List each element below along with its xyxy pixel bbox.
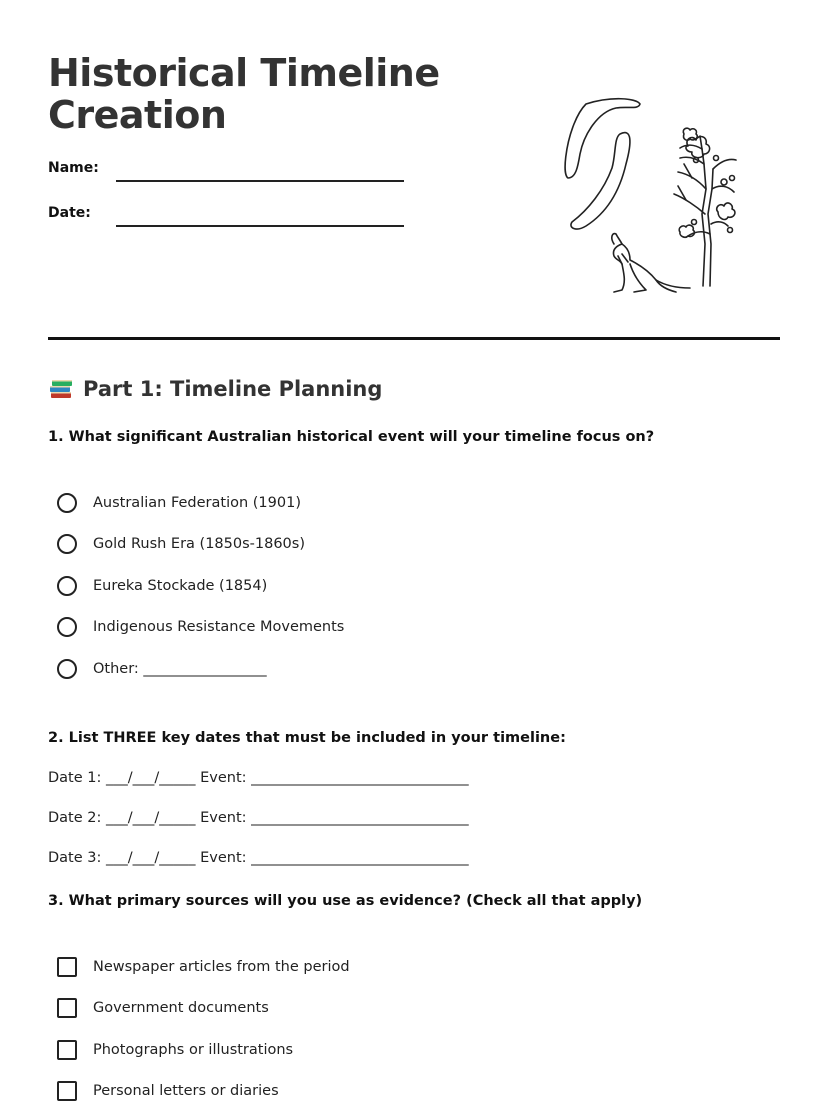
name-field[interactable] [116,180,404,182]
date-entry-1[interactable]: Date 1: ___/___/_____ Event: ______________________________ [48,770,469,786]
option-label: Eureka Stockade (1854) [93,578,268,594]
checkbox-option[interactable] [57,995,269,1021]
name-label: Name: [48,160,99,176]
checkbox-option[interactable] [57,954,350,980]
option-label: Newspaper articles from the period [93,959,350,975]
radio-button[interactable] [57,534,77,554]
question-2: 2. List THREE key dates that must be included in your timeline: [48,730,566,746]
option-label: Other: _________________ [93,661,267,677]
part1-heading [48,374,382,404]
kangaroo-icon [612,234,690,292]
radio-button[interactable] [57,576,77,596]
option-label: Personal letters or diaries [93,1083,279,1099]
date-label: Date: [48,205,91,221]
section-divider [48,337,780,340]
radio-option[interactable] [57,573,267,599]
date-row [48,205,408,235]
question-1: 1. What significant Australian historical event will your timeline focus on? [48,429,655,445]
australian-illustration [556,94,746,299]
radio-button[interactable] [57,659,77,679]
part1-heading-text: Part 1: Timeline Planning [83,377,383,401]
radio-option[interactable] [57,656,267,682]
option-label: Government documents [93,1000,269,1016]
option-label: Australian Federation (1901) [93,495,301,511]
option-label: Indigenous Resistance Movements [93,619,345,635]
name-row [48,160,408,190]
date-field[interactable] [116,225,404,227]
checkbox[interactable] [57,998,77,1018]
option-label: Gold Rush Era (1850s-1860s) [93,536,305,552]
page-title: Historical Timeline Creation [48,51,440,137]
checkbox-option[interactable] [57,1037,293,1063]
checkbox[interactable] [57,1081,77,1101]
checkbox-option[interactable] [57,1078,279,1104]
books-icon [48,376,74,402]
boomerang-icon [565,99,640,229]
checkbox[interactable] [57,957,77,977]
date-entry-3[interactable]: Date 3: ___/___/_____ Event: ______________________________ [48,850,469,866]
radio-option[interactable] [57,531,305,557]
radio-button[interactable] [57,493,77,513]
date-entry-2[interactable]: Date 2: ___/___/_____ Event: ______________________________ [48,810,469,826]
option-label: Photographs or illustrations [93,1042,294,1058]
radio-button[interactable] [57,617,77,637]
checkbox[interactable] [57,1040,77,1060]
tree-icon [674,128,736,286]
question-3: 3. What primary sources will you use as evidence? (Check all that apply) [48,893,643,909]
radio-option[interactable] [57,490,301,516]
radio-option[interactable] [57,614,344,640]
